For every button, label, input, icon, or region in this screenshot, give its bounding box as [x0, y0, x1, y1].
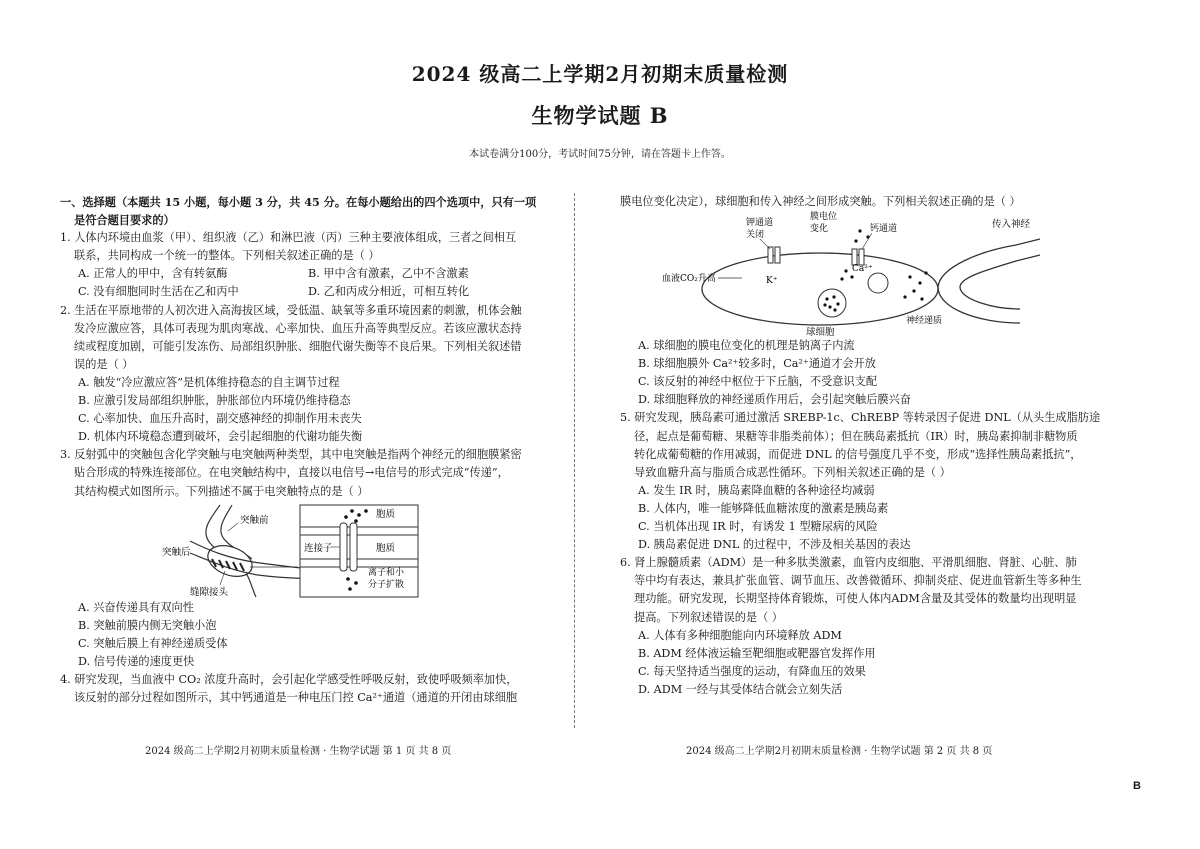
- q2-line: 发冷应激应答，具体可表现为肌肉寒战、心率加快、血压升高等典型反应。若该应激状态持: [74, 321, 522, 335]
- q5-line: 转化成葡萄糖的作用减弱，而促进 DNL 的信号强度几乎不变，形成“选择性胰岛素抵抗”，: [634, 447, 1082, 461]
- label-co2: 血液CO₂升高: [662, 274, 716, 285]
- q3-option-c[interactable]: C. 突触后膜上有神经递质受体: [78, 636, 228, 650]
- label-potential: 膜电位: [810, 212, 838, 223]
- label-change: 变化: [810, 224, 829, 235]
- page-subtitle: 生物学试题 B: [531, 103, 669, 128]
- q3-option-a[interactable]: A. 兴奋传递具有双向性: [78, 600, 194, 614]
- q6-option-d[interactable]: D. ADM 一经与其受体结合就会立刻失活: [638, 682, 843, 696]
- q5-option-b[interactable]: B. 人体内，唯一能够降低血糖浓度的激素是胰岛素: [638, 501, 889, 515]
- q4-option-c[interactable]: C. 该反射的神经中枢位于下丘脑，不受意识支配: [638, 375, 878, 389]
- q1-options-row: [60, 265, 538, 283]
- q4-option-b[interactable]: B. 球细胞膜外 Ca²⁺较多时，Ca²⁺通道才会开放: [638, 357, 876, 371]
- column-divider: [574, 193, 575, 728]
- label-gap: 缝隙接头: [190, 586, 229, 598]
- q6-line: 理功能。研究发现，长期坚持体育锻炼，可使人体内ADM含量及其受体的数量均出现明显: [634, 592, 1077, 606]
- label-closed: 关闭: [746, 230, 765, 241]
- label-ca-channel: 钙通道: [870, 224, 898, 235]
- exam-note: 本试卷满分100分，考试时间75分钟，请在答题卡上作答。: [469, 149, 731, 160]
- q3-line: 3. 反射弧中的突触包含化学突触与电突触两种类型，其中电突触是指两个神经元的细胞膜紧密: [60, 448, 522, 462]
- q3-option-b[interactable]: B. 突触前膜内侧无突触小泡: [78, 618, 217, 632]
- label-membrane-top: 胞质: [376, 508, 396, 520]
- q2-line: 2. 生活在平原地带的人初次进入高海拔区域，受低温、缺氧等多重环境因素的刺激，机体会触: [60, 303, 522, 317]
- q2-option-d[interactable]: D. 机体内环境稳态遭到破坏，会引起细胞的代谢功能失衡: [78, 430, 363, 444]
- q5-option-c[interactable]: C. 当机体出现 IR 时，有诱发 1 型糖尿病的风险: [638, 520, 878, 534]
- q3-option-d[interactable]: D. 信号传递的速度更快: [78, 654, 195, 668]
- q3-line: 其结构模式如图所示。下列描述不属于电突触特点的是（ ）: [74, 484, 369, 498]
- label-connexon: 连接子: [304, 542, 333, 554]
- q4-line: 4. 研究发现，当血液中 CO₂ 浓度升高时，会引起化学感受性呼吸反射，致使呼吸频率加快，: [60, 672, 518, 686]
- q4-line: 该反射的部分过程如图所示，其中钙通道是一种电压门控 Ca²⁺通道（通道的开闭由球细胞: [74, 691, 518, 705]
- q1-options-row: [60, 283, 538, 301]
- q4-line: 膜电位变化决定），球细胞和传入神经之间形成突触。下列相关叙述正确的是（ ）: [620, 195, 1021, 208]
- q4-option-a[interactable]: A. 球细胞的膜电位变化的机理是钠离子内流: [638, 339, 855, 353]
- section-heading-cont: 是符合题目要求的）: [74, 213, 175, 228]
- q1-line: 1. 人体内环境由血浆（甲）、组织液（乙）和淋巴液（丙）三种主要液体组成，三者之间相互: [60, 231, 517, 245]
- q5-line: 径，起点是葡萄糖、果糖等非脂类前体）；但在胰岛素抵抗（IR）时，胰岛素抑制非糖物质: [634, 429, 1078, 443]
- label-membrane-bottom: 胞质: [376, 542, 396, 554]
- electrical-synapse-diagram: [60, 501, 538, 599]
- label-glomus: 球细胞: [806, 327, 835, 338]
- q5-option-a[interactable]: A. 发生 IR 时，胰岛素降血糖的各种途径均减弱: [638, 483, 875, 497]
- q6-line: 6. 肾上腺髓质素（ADM）是一种多肽类激素，血管内皮细胞、平滑肌细胞、肾脏、心脏、肺: [620, 556, 1077, 570]
- q6-line: 提高。下列叙述错误的是（ ）: [634, 610, 783, 624]
- q4-option-d[interactable]: D. 球细胞释放的神经递质作用后，会引起突触后膜兴奋: [638, 393, 911, 407]
- q6-option-b[interactable]: B. ADM 经体液运输至靶细胞或靶器官发挥作用: [638, 646, 876, 660]
- footer-right: 2024 级高二上学期2月初期末质量检测 · 生物学试题 第 2 页 共 8 页: [686, 746, 993, 757]
- q6-option-c[interactable]: C. 每天坚持适当强度的运动，有降血压的效果: [638, 664, 866, 678]
- q5-line: 导致血糖升高与脂质合成恶性循环。下列相关叙述正确的是（ ）: [634, 465, 951, 479]
- q6-line: 等中均有表达，兼具扩张血管、调节血压、改善微循环、抑制炎症、促进血管新生等多种生: [634, 574, 1082, 588]
- q2-option-b[interactable]: B. 应激引发局部组织肿胀，肿胀部位内环境仍维持稳态: [78, 394, 351, 408]
- q2-option-c[interactable]: C. 心率加快、血压升高时，副交感神经的抑制作用未丧失: [78, 412, 362, 426]
- q6-option-a[interactable]: A. 人体有多种细胞能向内环境释放 ADM: [638, 628, 842, 642]
- label-ca: Ca²⁺: [852, 264, 873, 275]
- q2-line: 续或程度加剧，可能引发冻伤、局部组织肿胀、细胞代谢失衡等不良后果。下列相关叙述错: [74, 339, 522, 353]
- q1-line: 联系，共同构成一个统一的整体。下列相关叙述正确的是（ ）: [74, 249, 380, 263]
- label-transmitter: 神经递质: [906, 316, 943, 327]
- label-k: K⁺: [766, 276, 778, 287]
- footer-left: 2024 级高二上学期2月初期末质量检测 · 生物学试题 第 1 页 共 8 页: [145, 746, 452, 757]
- q5-line: 5. 研究发现，胰岛素可通过激活 SREBP-1c、ChREBP 等转录因子促进 DNL（从头生成脂肪途: [620, 411, 1101, 425]
- paper-version-mark: B: [1133, 780, 1141, 792]
- label-post: 突触后: [162, 546, 191, 558]
- q3-line: 贴合形成的特殊连接部位。在电突触结构中，直接以电信号→电信号的形式完成“传递”，: [74, 466, 509, 480]
- page-title: 2024 级高二上学期2月初期末质量检测: [411, 62, 789, 86]
- section-heading: 一、选择题（本题共 15 小题，每小题 3 分，共 45 分。在每小题给出的四个选项中，只有一项: [60, 195, 537, 209]
- label-k-channel: 钾通道: [746, 218, 774, 229]
- label-ions-2: 分子扩散: [368, 579, 405, 590]
- q1-option-b[interactable]: B. 甲中含有激素，乙中不含激素: [308, 267, 469, 281]
- q1-option-a[interactable]: A. 正常人的甲中，含有转氨酶: [78, 267, 228, 281]
- q1-option-c[interactable]: C. 没有细胞同时生活在乙和丙中: [78, 285, 239, 299]
- q1-option-d[interactable]: D. 乙和丙成分相近，可相互转化: [308, 285, 470, 299]
- q2-line: 误的是（ ）: [74, 357, 134, 371]
- right-column: [620, 193, 1101, 699]
- q5-option-d[interactable]: D. 胰岛素促进 DNL 的过程中，不涉及相关基因的表达: [638, 538, 911, 552]
- label-pre: 突触前: [240, 514, 269, 526]
- label-ions-1: 离子和小: [368, 567, 405, 578]
- q2-option-a[interactable]: A. 触发“冷应激应答”是机体维持稳态的自主调节过程: [78, 375, 340, 389]
- glomus-cell-diagram: [620, 211, 1076, 337]
- left-column: [60, 193, 538, 707]
- label-afferent: 传入神经: [992, 219, 1031, 231]
